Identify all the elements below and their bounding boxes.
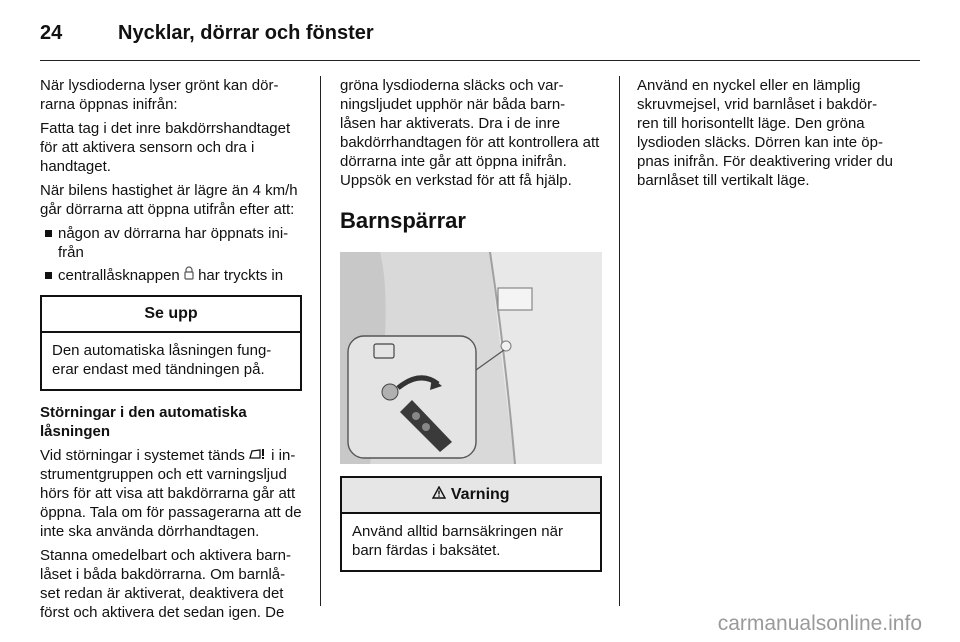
paragraph: När bilens hastighet är lägre än 4 km/h går dörrarna att öppna utifrån efter att:	[40, 182, 298, 218]
door-warning-icon	[249, 447, 267, 464]
watermark: carmanualsonline.info	[717, 612, 922, 635]
page-header	[40, 14, 920, 54]
bullet-list	[40, 224, 302, 285]
warning-header	[342, 478, 600, 514]
paragraph: Stanna omedelbart och aktivera barn- låset i båda bakdörrarna. Om barnlå- set redan är aktiverat, deaktivera det först och aktivera det sedan igen. De	[40, 547, 291, 621]
list-item	[40, 266, 302, 285]
warning-text: Använd alltid barnsäkringen när barn färdas i baksätet.	[352, 523, 563, 559]
warning-box	[340, 476, 602, 572]
page-title: Nycklar, dörrar och fönster	[118, 22, 374, 44]
list-item	[40, 224, 302, 262]
warning-triangle-icon	[432, 486, 446, 503]
bullet-square-icon	[45, 272, 52, 279]
subheading: Störningar i den automatiska låsningen	[40, 404, 247, 440]
paragraph: Fatta tag i det inre bakdörrshandtaget för att aktivera sensorn och dra i handtaget.	[40, 120, 291, 175]
list-item-text: centrallåsknappen	[58, 267, 184, 284]
caution-box	[40, 295, 302, 391]
caution-text: Den automatiska låsningen fung- erar endast med tändningen på.	[52, 342, 272, 378]
page-number: 24	[40, 22, 63, 44]
column-2	[340, 76, 602, 584]
child-lock-illustration	[340, 252, 602, 464]
bullet-square-icon	[45, 230, 52, 237]
paragraph: Använd en nyckel eller en lämplig skruvmejsel, vrid barnlåset i bakdör- ren till horisontellt läge. Den gröna lysdioden släcks. Dörren kan inte öp- pnas inifrån. För deaktivering vrider du barnlåset till vertikalt läge.	[637, 77, 893, 189]
column-divider-1	[320, 76, 321, 606]
column-3	[637, 76, 902, 195]
list-item-text: har tryckts in	[193, 267, 284, 284]
list-item-text: någon av dörrarna har öppnats ini- från	[58, 225, 289, 261]
warning-title: Varning	[450, 486, 510, 503]
column-divider-2	[619, 76, 620, 606]
paragraph: När lysdioderna lyser grönt kan dör- rarna öppnas inifrån:	[40, 77, 279, 113]
header-rule	[40, 60, 920, 61]
column-1	[40, 76, 302, 627]
paragraph: Vid störningar i systemet tänds i in- strumentgruppen och ett varningsljud hörs för att visa att bakdörrarna går att öppna. Tala om för passagerarna att de inte ska använda dörrhandtagen.	[40, 447, 302, 540]
central-lock-icon	[184, 266, 194, 285]
section-heading: Barnspärrar	[340, 208, 466, 233]
caution-title: Se upp	[42, 297, 300, 333]
paragraph: gröna lysdioderna släcks och var- ningsljudet upphör när båda barn- låsen har aktiverats. Dra i de inre bakdörrhandtagen för att kontrollera att dörrarna inte går att öppna inifrån. Uppsök en verkstad för att få hjälp.	[340, 77, 600, 189]
